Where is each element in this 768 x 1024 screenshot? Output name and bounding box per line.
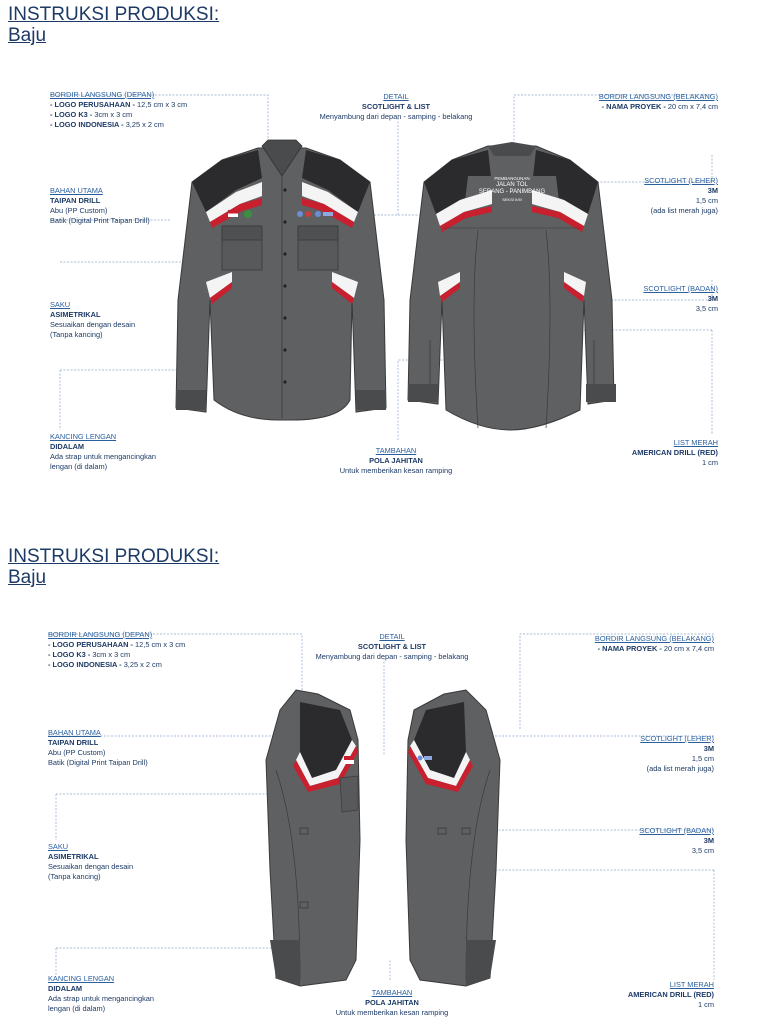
- label-text: [556, 836, 714, 846]
- label-text: 20 cm x 7,4 cm: [663, 644, 714, 653]
- label-text: [560, 294, 718, 304]
- label-text: - LOGO K3 -: [48, 650, 93, 659]
- kancing-lengan-label: [48, 974, 154, 1014]
- label-text: KANCING LENGAN: [50, 432, 117, 441]
- label-text: 3,5 cm: [691, 846, 714, 855]
- label-text: [50, 196, 150, 206]
- label-text: SCOTLIGHT & LIST: [361, 102, 431, 111]
- label-text: (ada list merah juga): [646, 764, 714, 773]
- instruction-panel-2: [0, 540, 768, 1024]
- label-text: KANCING LENGAN: [48, 974, 115, 983]
- label-text: [50, 120, 187, 130]
- bahan-utama-label: [50, 186, 150, 226]
- label-text: Batik (Digital Print Taipan Drill): [50, 216, 150, 225]
- label-text: SAKU: [48, 842, 69, 851]
- label-text: - LOGO INDONESIA -: [48, 660, 124, 669]
- label-text: [48, 650, 185, 660]
- bahan-utama-label: [48, 728, 148, 768]
- scotlight-badan-label: [556, 826, 714, 856]
- label-text: - LOGO K3 -: [50, 110, 95, 119]
- label-text: Baju: [8, 567, 47, 588]
- label-text: Sesuaikan dengan desain: [50, 320, 136, 329]
- detail-label: [296, 92, 496, 122]
- label-text: (Tanpa kancing): [50, 330, 103, 339]
- saku-label: [50, 300, 135, 340]
- label-text: BORDIR LANGSUNG (DEPAN): [48, 630, 153, 639]
- label-text: - LOGO PERUSAHAAN -: [50, 100, 138, 109]
- label-text: [50, 100, 187, 110]
- list-merah-label: [556, 980, 714, 1010]
- label-text: Ada strap untuk mengancingkan: [50, 452, 157, 461]
- back-print-small: PEMBANGUNAN: [494, 176, 530, 181]
- label-text: 3M: [707, 294, 718, 303]
- label-text: 3M: [707, 186, 718, 195]
- label-text: POLA JAHITAN: [369, 456, 423, 465]
- label-text: [48, 738, 148, 748]
- label-text: Batik (Digital Print Taipan Drill): [48, 758, 148, 767]
- bordir-belakang-label: [520, 92, 718, 112]
- label-text: Menyambung dari depan - samping - belakang: [315, 652, 469, 661]
- label-text: [516, 644, 714, 654]
- label-text: 3,25 x 2 cm: [123, 660, 162, 669]
- label-text: 1,5 cm: [695, 196, 718, 205]
- label-text: [48, 852, 133, 862]
- label-text: BORDIR LANGSUNG (BELAKANG): [598, 92, 718, 101]
- label-text: - LOGO PERUSAHAAN -: [48, 640, 136, 649]
- label-text: [50, 442, 156, 452]
- label-text: 3cm x 3 cm: [92, 650, 131, 659]
- label-text: [292, 998, 492, 1008]
- label-text: Sesuaikan dengan desain: [48, 862, 134, 871]
- label-text: AMERICAN DRILL (RED): [627, 990, 714, 999]
- label-text: [296, 102, 496, 112]
- shirt-illustration-sides: [0, 540, 768, 1024]
- back-print-line1: JALAN TOL: [496, 182, 528, 188]
- label-text: 3cm x 3 cm: [94, 110, 133, 119]
- label-text: [560, 186, 718, 196]
- label-text: TAIPAN DRILL: [48, 738, 99, 747]
- label-text: SCOTLIGHT & LIST: [357, 642, 427, 651]
- shirt-side-right: [406, 690, 500, 986]
- label-text: SCOTLIGHT (BADAN): [643, 284, 718, 293]
- label-text: 3M: [703, 744, 714, 753]
- tambahan-label: [292, 988, 492, 1018]
- scotlight-leher-label: [556, 734, 714, 774]
- label-text: TAMBAHAN: [375, 446, 417, 455]
- label-text: LIST MERAH: [669, 980, 714, 989]
- scotlight-badan-label: [560, 284, 718, 314]
- label-text: 3,25 x 2 cm: [125, 120, 164, 129]
- label-text: 20 cm x 7,4 cm: [667, 102, 718, 111]
- list-merah-label: [560, 438, 718, 468]
- label-text: [292, 642, 492, 652]
- label-text: [48, 660, 185, 670]
- label-text: SCOTLIGHT (LEHER): [644, 176, 718, 185]
- scotlight-leher-label: [560, 176, 718, 216]
- label-text: DIDALAM: [50, 442, 85, 451]
- label-text: Abu (PP Custom): [48, 748, 106, 757]
- label-text: - LOGO INDONESIA -: [50, 120, 126, 129]
- label-text: ASIMETRIKAL: [48, 852, 99, 861]
- label-text: [48, 984, 154, 994]
- saku-label: [48, 842, 133, 882]
- label-text: lengan (di dalam): [48, 1004, 106, 1013]
- label-text: (Tanpa kancing): [48, 872, 101, 881]
- label-text: DETAIL: [379, 632, 405, 641]
- label-text: 1 cm: [697, 1000, 714, 1009]
- shirt-front: [176, 140, 386, 420]
- label-text: 1,5 cm: [691, 754, 714, 763]
- back-print-line2: SERANG - PANIMBANG: [478, 189, 546, 195]
- label-text: (ada list merah juga): [650, 206, 718, 215]
- back-print-tiny: SEKSI II/III: [502, 197, 522, 202]
- shirt-side-left: [266, 690, 360, 986]
- label-text: BAHAN UTAMA: [48, 728, 101, 737]
- label-text: Abu (PP Custom): [50, 206, 108, 215]
- label-text: 1 cm: [701, 458, 718, 467]
- label-text: lengan (di dalam): [50, 462, 108, 471]
- label-text: - NAMA PROYEK -: [597, 644, 664, 653]
- label-text: [556, 744, 714, 754]
- label-text: 12,5 cm x 3 cm: [135, 640, 186, 649]
- label-text: TAMBAHAN: [371, 988, 413, 997]
- label-text: Menyambung dari depan - samping - belakang: [319, 112, 473, 121]
- label-text: BORDIR LANGSUNG (DEPAN): [50, 90, 155, 99]
- label-text: SCOTLIGHT (BADAN): [639, 826, 714, 835]
- label-text: DETAIL: [383, 92, 409, 101]
- label-text: INSTRUKSI PRODUKSI:: [8, 4, 220, 25]
- label-text: INSTRUKSI PRODUKSI:: [8, 546, 220, 567]
- label-text: POLA JAHITAN: [365, 998, 419, 1007]
- bordir-belakang-label: [516, 634, 714, 654]
- label-text: Baju: [8, 25, 47, 46]
- label-text: [50, 110, 187, 120]
- label-text: 12,5 cm x 3 cm: [137, 100, 188, 109]
- tambahan-label: [296, 446, 496, 476]
- label-text: TAIPAN DRILL: [50, 196, 101, 205]
- label-text: BORDIR LANGSUNG (BELAKANG): [594, 634, 714, 643]
- label-text: Untuk memberikan kesan ramping: [335, 1008, 449, 1017]
- label-text: 3,5 cm: [695, 304, 718, 313]
- label-text: SAKU: [50, 300, 71, 309]
- kancing-lengan-label: [50, 432, 156, 472]
- label-text: SCOTLIGHT (LEHER): [640, 734, 714, 743]
- label-text: [50, 310, 135, 320]
- label-text: - NAMA PROYEK -: [601, 102, 668, 111]
- label-text: [296, 456, 496, 466]
- label-text: Ada strap untuk mengancingkan: [48, 994, 155, 1003]
- bordir-depan-label: [48, 630, 185, 670]
- label-text: [556, 990, 714, 1000]
- label-text: Untuk memberikan kesan ramping: [339, 466, 453, 475]
- label-text: [520, 102, 718, 112]
- bordir-depan-label: [50, 90, 187, 130]
- label-text: [560, 448, 718, 458]
- label-text: [48, 640, 185, 650]
- label-text: BAHAN UTAMA: [50, 186, 103, 195]
- detail-label: [292, 632, 492, 662]
- label-text: 3M: [703, 836, 714, 845]
- label-text: AMERICAN DRILL (RED): [631, 448, 718, 457]
- label-text: DIDALAM: [48, 984, 83, 993]
- label-text: ASIMETRIKAL: [50, 310, 101, 319]
- label-text: LIST MERAH: [673, 438, 718, 447]
